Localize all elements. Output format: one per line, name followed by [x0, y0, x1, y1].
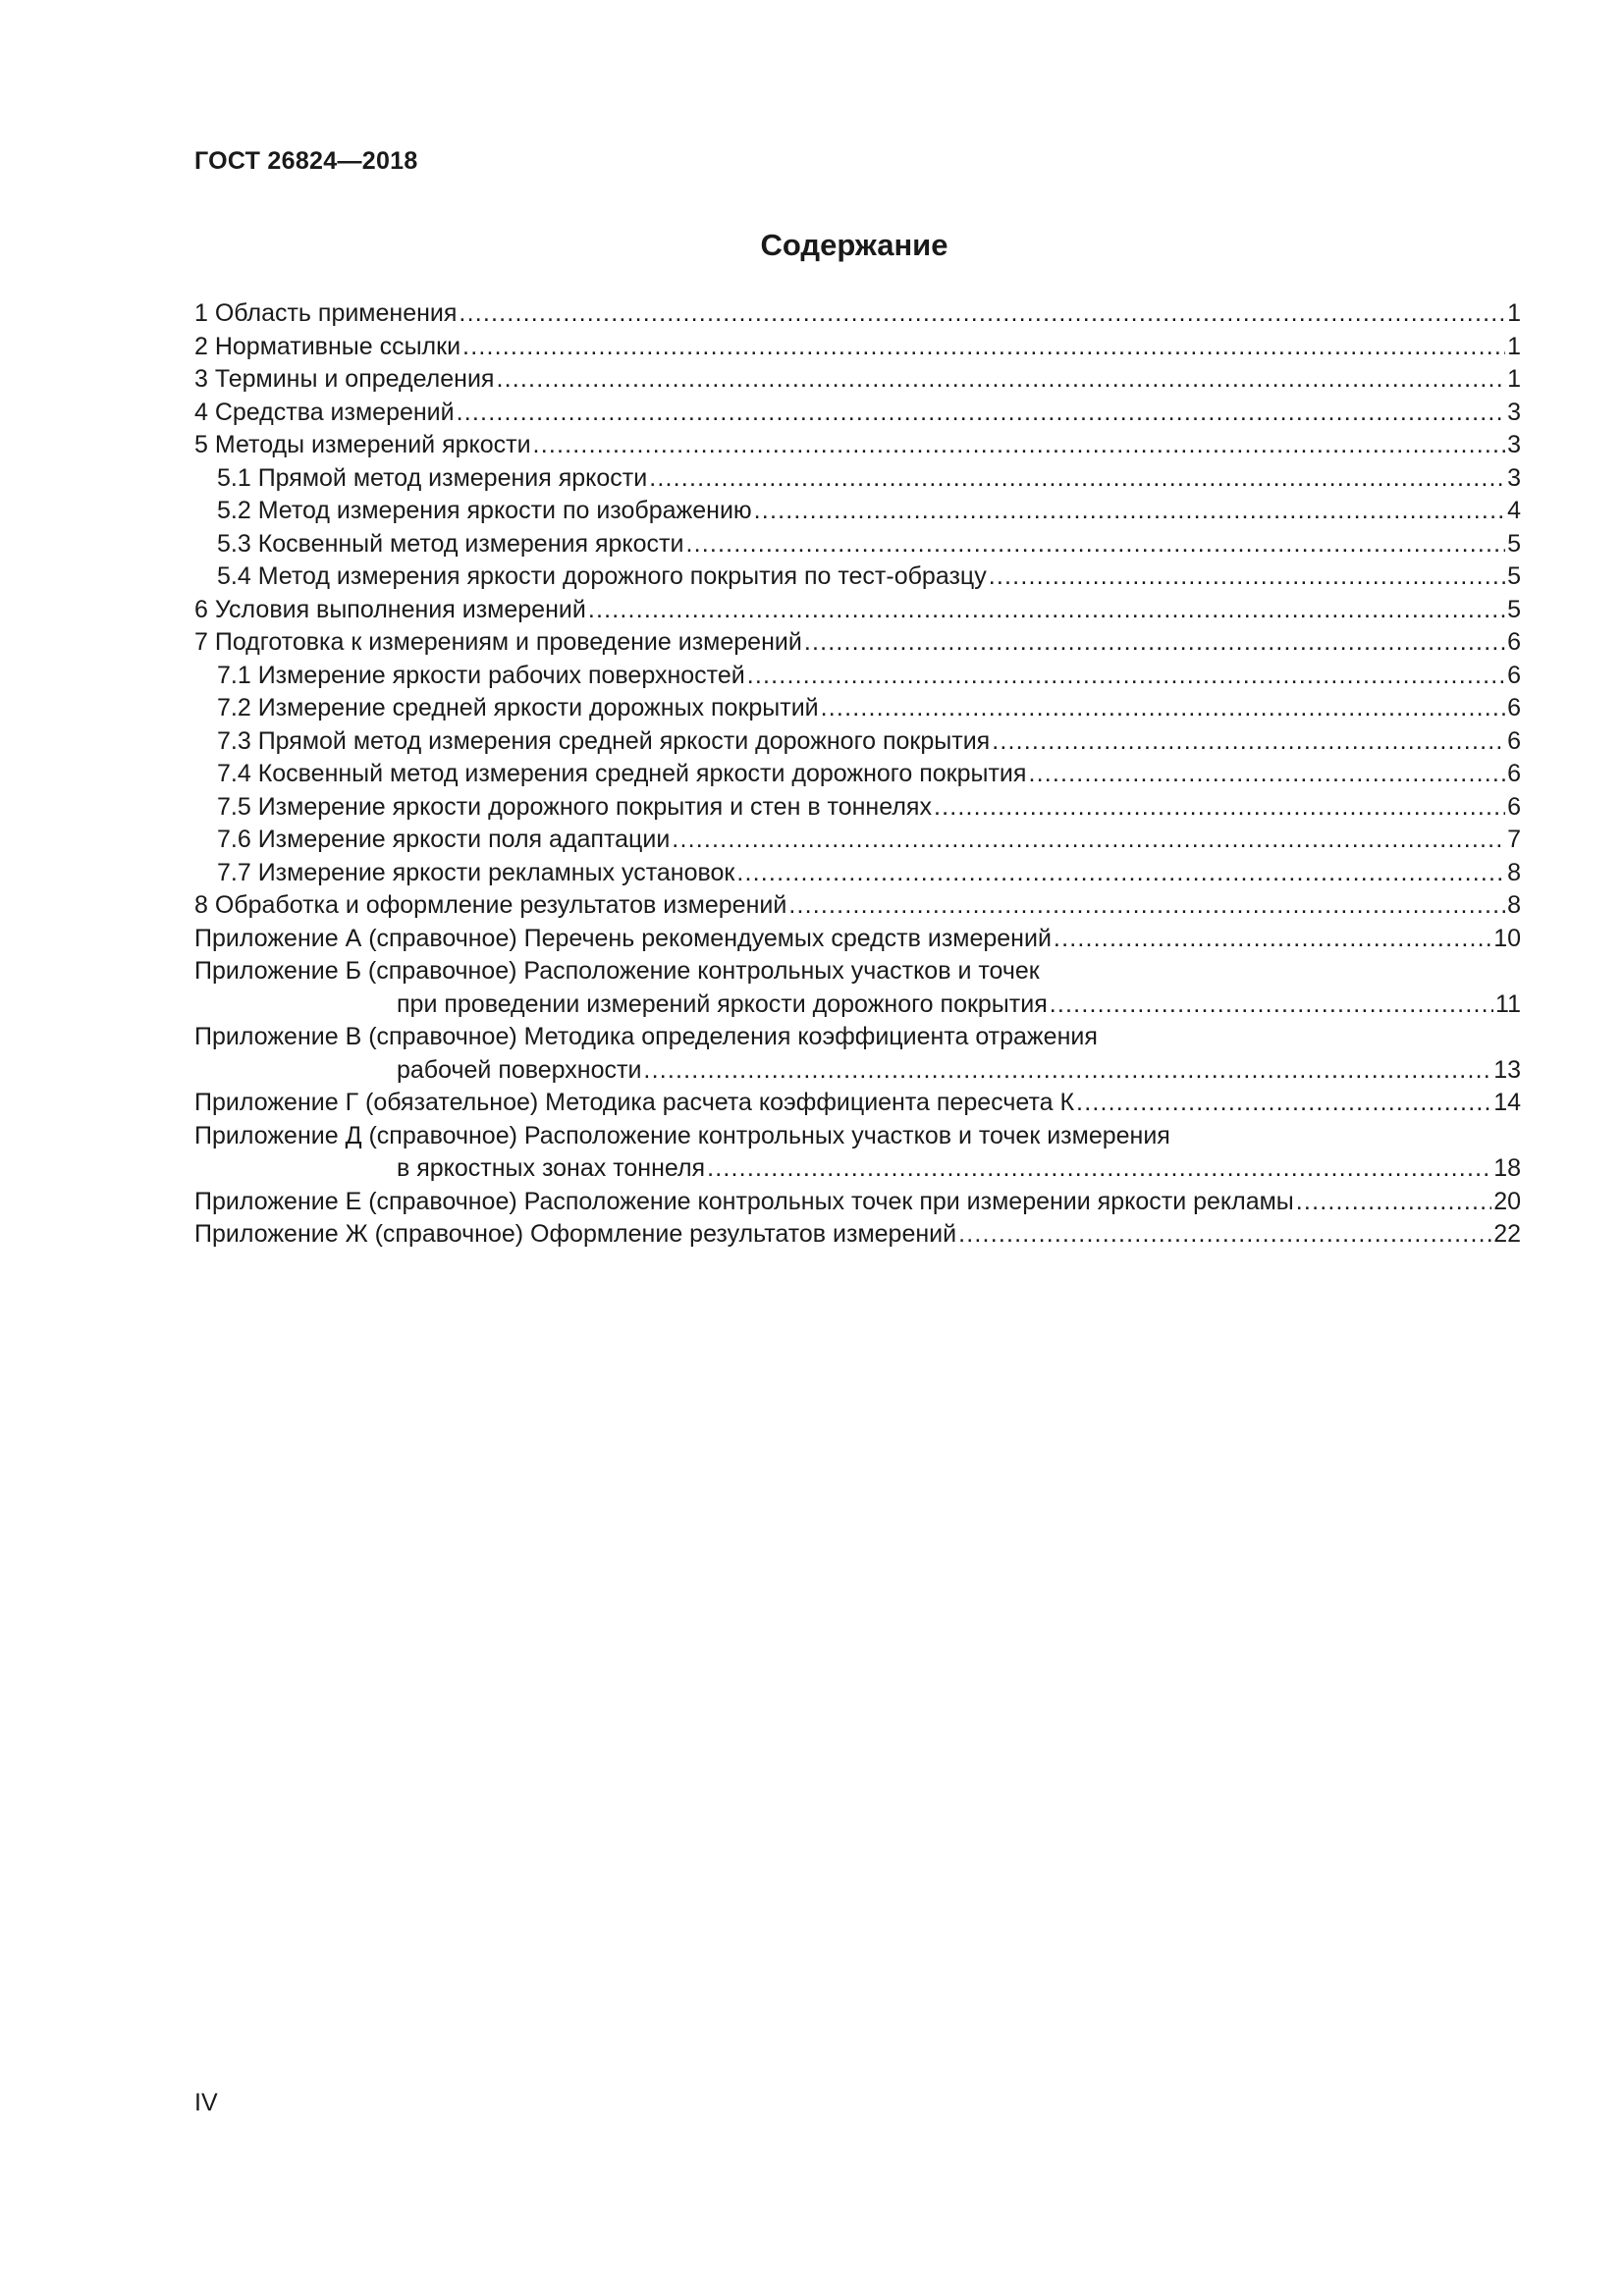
toc-entry-text: 7.6 Измерение яркости поля адаптации	[217, 826, 671, 853]
toc-leader-dots	[496, 363, 1505, 397]
toc-entry-text: 5 Методы измерений яркости	[194, 431, 531, 458]
toc-entry[interactable]	[194, 297, 1521, 331]
toc-entry-page: 3	[1507, 463, 1521, 492]
toc-entry[interactable]	[194, 791, 1521, 825]
toc-leader-dots	[672, 824, 1505, 857]
toc-leader-dots	[1076, 1087, 1491, 1120]
page-number: IV	[194, 2089, 218, 2116]
toc-entry-page: 1	[1507, 365, 1521, 393]
toc-entry[interactable]	[194, 1120, 1521, 1153]
toc-title: Содержание	[760, 228, 948, 262]
table-of-contents	[194, 297, 1521, 1252]
toc-entry[interactable]	[194, 1087, 1521, 1120]
toc-entry-text: Приложение Ж (справочное) Оформление результатов измерений	[194, 1220, 957, 1248]
toc-entry-text: 1 Область применения	[194, 299, 458, 327]
toc-entry[interactable]	[194, 857, 1521, 890]
toc-entry-page: 8	[1507, 891, 1521, 919]
toc-entry[interactable]	[194, 824, 1521, 857]
toc-entry[interactable]	[194, 1186, 1521, 1219]
toc-leader-dots	[459, 297, 1505, 331]
toc-entry-page: 14	[1493, 1089, 1521, 1116]
toc-entry-text: 7.5 Измерение яркости дорожного покрытия и стен в тоннелях	[217, 792, 932, 821]
toc-entry-text: 6 Условия выполнения измерений	[194, 595, 586, 623]
toc-entry-page: 6	[1507, 694, 1521, 721]
toc-entry[interactable]	[194, 1218, 1521, 1252]
toc-entry-page: 11	[1495, 989, 1521, 1018]
toc-entry-text: 7.3 Прямой метод измерения средней яркости дорожного покрытия	[217, 726, 991, 755]
toc-entry-page: 1	[1507, 332, 1521, 360]
toc-entry-page: 18	[1493, 1154, 1521, 1182]
toc-entry-text: 7.2 Измерение средней яркости дорожных покрытий	[217, 694, 819, 721]
toc-entry[interactable]	[194, 692, 1521, 725]
toc-entry[interactable]	[194, 1054, 1521, 1088]
toc-leader-dots	[934, 791, 1505, 825]
toc-entry-page: 13	[1493, 1055, 1521, 1084]
toc-entry-text: 5.2 Метод измерения яркости по изображению	[217, 497, 752, 524]
toc-entry-page: 6	[1507, 628, 1521, 656]
document-code: ГОСТ 26824—2018	[194, 147, 418, 175]
toc-entry-text: 5.3 Косвенный метод измерения яркости	[217, 529, 684, 558]
toc-entry-page: 5	[1507, 595, 1521, 623]
toc-leader-dots	[685, 528, 1505, 561]
toc-entry-page: 5	[1507, 562, 1521, 590]
toc-leader-dots	[736, 857, 1505, 890]
toc-entry[interactable]	[194, 988, 1521, 1022]
toc-entry[interactable]	[194, 594, 1521, 627]
toc-leader-dots	[649, 462, 1505, 496]
toc-leader-dots	[821, 692, 1505, 725]
toc-entry[interactable]	[194, 397, 1521, 430]
toc-entry[interactable]	[194, 955, 1521, 988]
toc-entry-text: 7.7 Измерение яркости рекламных установок	[217, 858, 735, 886]
toc-entry-text: 5.1 Прямой метод измерения яркости	[217, 463, 648, 492]
toc-leader-dots	[804, 626, 1505, 660]
toc-entry-page: 3	[1507, 398, 1521, 426]
toc-entry-text: 7 Подготовка к измерениям и проведение измерений	[194, 628, 802, 656]
toc-entry[interactable]	[194, 363, 1521, 397]
toc-entry-page: 6	[1507, 661, 1521, 689]
toc-entry-text: Приложение Г (обязательное) Методика расчета коэффициента пересчета К	[194, 1089, 1075, 1116]
toc-entry[interactable]	[194, 725, 1521, 759]
toc-leader-dots	[1028, 758, 1505, 791]
toc-entry[interactable]	[194, 495, 1521, 528]
toc-entry-text: Приложение Б (справочное) Расположение контрольных участков и точек	[194, 957, 1040, 985]
toc-entry-text: 4 Средства измерений	[194, 398, 455, 426]
toc-entry-text: Приложение В (справочное) Методика определения коэффициента отражения	[194, 1023, 1098, 1050]
toc-leader-dots	[958, 1218, 1491, 1252]
toc-leader-dots	[989, 561, 1505, 594]
toc-entry-page: 8	[1507, 858, 1521, 886]
toc-entry-page: 4	[1507, 497, 1521, 524]
toc-entry-text: 2 Нормативные ссылки	[194, 332, 461, 360]
toc-leader-dots	[754, 495, 1505, 528]
toc-entry-text: рабочей поверхности	[397, 1055, 642, 1084]
toc-entry-page: 6	[1507, 726, 1521, 755]
toc-entry[interactable]	[194, 462, 1521, 496]
toc-leader-dots	[457, 397, 1505, 430]
toc-leader-dots	[1050, 988, 1493, 1022]
toc-entry[interactable]	[194, 1021, 1521, 1054]
toc-entry[interactable]	[194, 528, 1521, 561]
toc-entry[interactable]	[194, 429, 1521, 462]
toc-entry-text: в яркостных зонах тоннеля	[397, 1154, 706, 1182]
toc-entry-text: Приложение А (справочное) Перечень рекомендуемых средств измерений	[194, 924, 1052, 952]
toc-entry[interactable]	[194, 660, 1521, 693]
toc-entry[interactable]	[194, 923, 1521, 956]
toc-leader-dots	[788, 889, 1505, 923]
toc-entry-page: 6	[1507, 792, 1521, 821]
toc-leader-dots	[1054, 923, 1491, 956]
toc-entry[interactable]	[194, 1152, 1521, 1186]
toc-entry[interactable]	[194, 331, 1521, 364]
toc-entry-text: при проведении измерений яркости дорожного покрытия	[397, 989, 1048, 1018]
toc-leader-dots	[533, 429, 1506, 462]
toc-leader-dots	[992, 725, 1505, 759]
toc-entry-text: 7.1 Измерение яркости рабочих поверхностей	[217, 661, 745, 689]
toc-entry-text: 5.4 Метод измерения яркости дорожного покрытия по тест-образцу	[217, 562, 987, 590]
toc-leader-dots	[643, 1054, 1491, 1088]
toc-entry[interactable]	[194, 758, 1521, 791]
toc-entry[interactable]	[194, 561, 1521, 594]
toc-entry-text: 7.4 Косвенный метод измерения средней яркости дорожного покрытия	[217, 760, 1027, 787]
toc-entry-page: 10	[1493, 924, 1521, 952]
toc-entry-text: 3 Термины и определения	[194, 365, 495, 393]
toc-entry-page: 22	[1493, 1220, 1521, 1248]
toc-entry-page: 1	[1507, 299, 1521, 327]
toc-entry-page: 20	[1493, 1187, 1521, 1215]
toc-leader-dots	[1296, 1186, 1491, 1219]
toc-entry-page: 3	[1507, 431, 1521, 458]
toc-leader-dots	[707, 1152, 1491, 1186]
toc-leader-dots	[747, 660, 1505, 693]
toc-entry-text: Приложение Д (справочное) Расположение контрольных участков и точек измерения	[194, 1121, 1170, 1149]
toc-entry[interactable]	[194, 889, 1521, 923]
toc-entry-page: 7	[1507, 826, 1521, 853]
toc-entry-page: 5	[1507, 529, 1521, 558]
toc-entry[interactable]	[194, 626, 1521, 660]
toc-entry-text: 8 Обработка и оформление результатов измерений	[194, 891, 787, 919]
toc-leader-dots	[588, 594, 1505, 627]
toc-entry-text: Приложение Е (справочное) Расположение контрольных точек при измерении яркости рекламы	[194, 1187, 1294, 1215]
toc-leader-dots	[462, 331, 1505, 364]
toc-entry-page: 6	[1507, 760, 1521, 787]
